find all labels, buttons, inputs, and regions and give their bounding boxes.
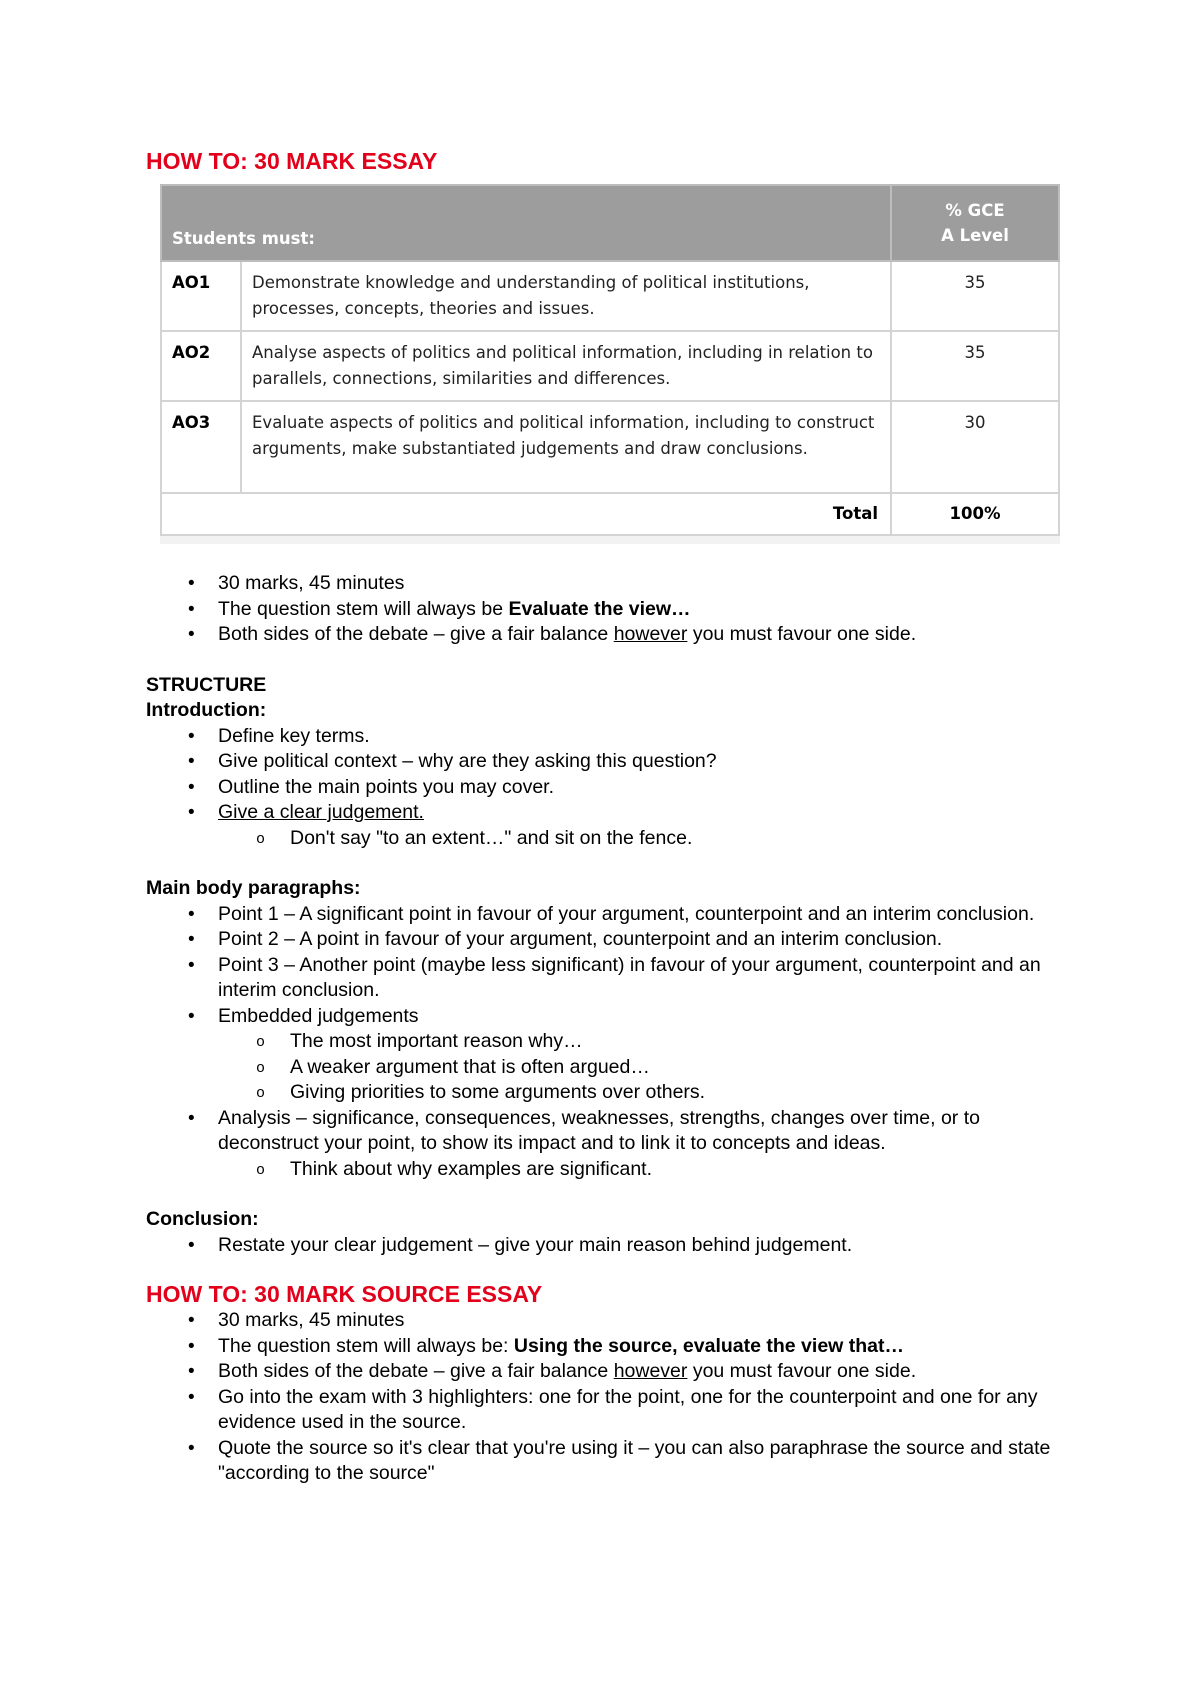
main-body-heading: Main body paragraphs: (146, 877, 361, 899)
list-item (146, 749, 1066, 775)
sub-list-item (146, 1029, 1066, 1055)
structure-heading: STRUCTURE (146, 673, 267, 696)
list-item (146, 1436, 1066, 1487)
sub-list-item (146, 1157, 1066, 1183)
conclusion-list (146, 1233, 1066, 1259)
question-stem-bold: Using the source, evaluate the view that… (513, 1334, 904, 1357)
list-item (146, 902, 1066, 928)
ao-code: AO2 (161, 331, 241, 401)
gce-header (891, 185, 1059, 261)
list-item (146, 800, 1066, 851)
list-item-text: Quote the source so it's clear that you're using it – you can also paraphrase the source and state "according to the source" (218, 1436, 1051, 1484)
list-item (146, 1308, 1066, 1334)
ao-percentage: 35 (891, 261, 1059, 331)
sub-list-item (146, 1055, 1066, 1081)
list-item (146, 1233, 1066, 1259)
introduction-heading: Introduction: (146, 699, 267, 721)
list-item-text: Define key terms. (218, 724, 370, 747)
list-item-text: Point 3 – Another point (maybe less significant) in favour of your argument, counterpoint and an interim conclusion. (218, 953, 1041, 1001)
ao-description: Demonstrate knowledge and understanding of political institutions, processes, concepts, theories and issues. (241, 261, 891, 331)
list-item (146, 1106, 1066, 1183)
ao-code: AO3 (161, 401, 241, 493)
table-total-row (161, 493, 1059, 535)
list-item (146, 1004, 1066, 1106)
table-row (161, 401, 1059, 493)
table-row (161, 331, 1059, 401)
list-item-text: Analysis – significance, consequences, weaknesses, strengths, changes over time, or to deconstruct your point, to show its impact and to link it to concepts and ideas. (218, 1106, 980, 1154)
ao-description: Analyse aspects of politics and political information, including in relation to parallels, connections, similarities and differences. (241, 331, 891, 401)
assessment-objectives-table (160, 184, 1060, 536)
sub-list-item-text: A weaker argument that is often argued… (290, 1055, 650, 1078)
list-item-text: 30 marks, 45 minutes (218, 572, 405, 594)
gce-header-line1: % GCE (945, 201, 1005, 220)
list-item (146, 1385, 1066, 1436)
essay-overview-list (146, 571, 1066, 648)
sub-list-item (146, 826, 1066, 852)
list-item (146, 1359, 1066, 1385)
list-item-text: Go into the exam with 3 highlighters: one for the point, one for the counterpoint and one for any evidence used in the source. (218, 1385, 1038, 1433)
document-content (146, 147, 1066, 1487)
list-item-text: Point 1 – A significant point in favour of your argument, counterpoint and an interim conclusion. (218, 902, 1035, 925)
sub-list-item-text: Giving priorities to some arguments over others. (290, 1081, 706, 1103)
assessment-objectives-table-panel (160, 184, 1060, 544)
list-item-text: Give political context – why are they asking this question? (218, 750, 717, 772)
total-label: Total (161, 493, 891, 535)
main-body-list (146, 902, 1066, 1183)
list-item (146, 597, 1066, 623)
list-item-text: Embedded judgements (218, 1004, 419, 1027)
table-row (161, 261, 1059, 331)
list-item-text: Point 2 – A point in favour of your argument, counterpoint and an interim conclusion. (218, 928, 943, 950)
list-item-text: you must favour one side. (687, 623, 917, 645)
list-item (146, 724, 1066, 750)
list-item-text: Outline the main points you may cover. (218, 775, 555, 798)
list-item-text: The question stem will always be (218, 597, 509, 620)
ao-code: AO1 (161, 261, 241, 331)
list-item-text: you must favour one side. (687, 1360, 917, 1382)
students-must-header: Students must: (161, 185, 891, 261)
source-essay-list (146, 1308, 1066, 1487)
list-item-text: The question stem will always be: (218, 1334, 514, 1357)
introduction-list (146, 724, 1066, 852)
underlined-word: however (613, 623, 688, 645)
list-item (146, 571, 1066, 597)
list-item (146, 775, 1066, 801)
gce-header-line2: A Level (941, 226, 1009, 245)
essay-title: HOW TO: 30 MARK ESSAY (146, 148, 438, 174)
list-item-text: Give a clear judgement. (218, 801, 424, 823)
sub-list-item-text: Think about why examples are significant. (290, 1157, 653, 1180)
list-item (146, 622, 1066, 648)
sub-list (218, 826, 1066, 852)
source-essay-title: HOW TO: 30 MARK SOURCE ESSAY (146, 1281, 543, 1307)
sub-list-item-text: Don't say "to an extent…" and sit on the fence. (290, 826, 693, 849)
conclusion-heading: Conclusion: (146, 1208, 259, 1230)
total-value: 100% (891, 493, 1059, 535)
list-item (146, 1334, 1066, 1360)
list-item (146, 927, 1066, 953)
ao-percentage: 30 (891, 401, 1059, 493)
list-item-text: 30 marks, 45 minutes (218, 1309, 405, 1331)
list-item-text: Both sides of the debate – give a fair balance (218, 1360, 614, 1382)
underlined-word: however (613, 1360, 688, 1382)
ao-description: Evaluate aspects of politics and political information, including to construct arguments, make substantiated judgements and draw conclusions. (241, 401, 891, 493)
table-header-row (161, 185, 1059, 261)
sub-list (218, 1029, 1066, 1106)
list-item (146, 953, 1066, 1004)
sub-list-item-text: The most important reason why… (290, 1030, 583, 1052)
list-item-text: Restate your clear judgement – give your main reason behind judgement. (218, 1233, 853, 1256)
ao-percentage: 35 (891, 331, 1059, 401)
sub-list (218, 1157, 1066, 1183)
question-stem-bold: Evaluate the view… (508, 597, 691, 620)
sub-list-item (146, 1080, 1066, 1106)
list-item-text: Both sides of the debate – give a fair balance (218, 623, 614, 645)
